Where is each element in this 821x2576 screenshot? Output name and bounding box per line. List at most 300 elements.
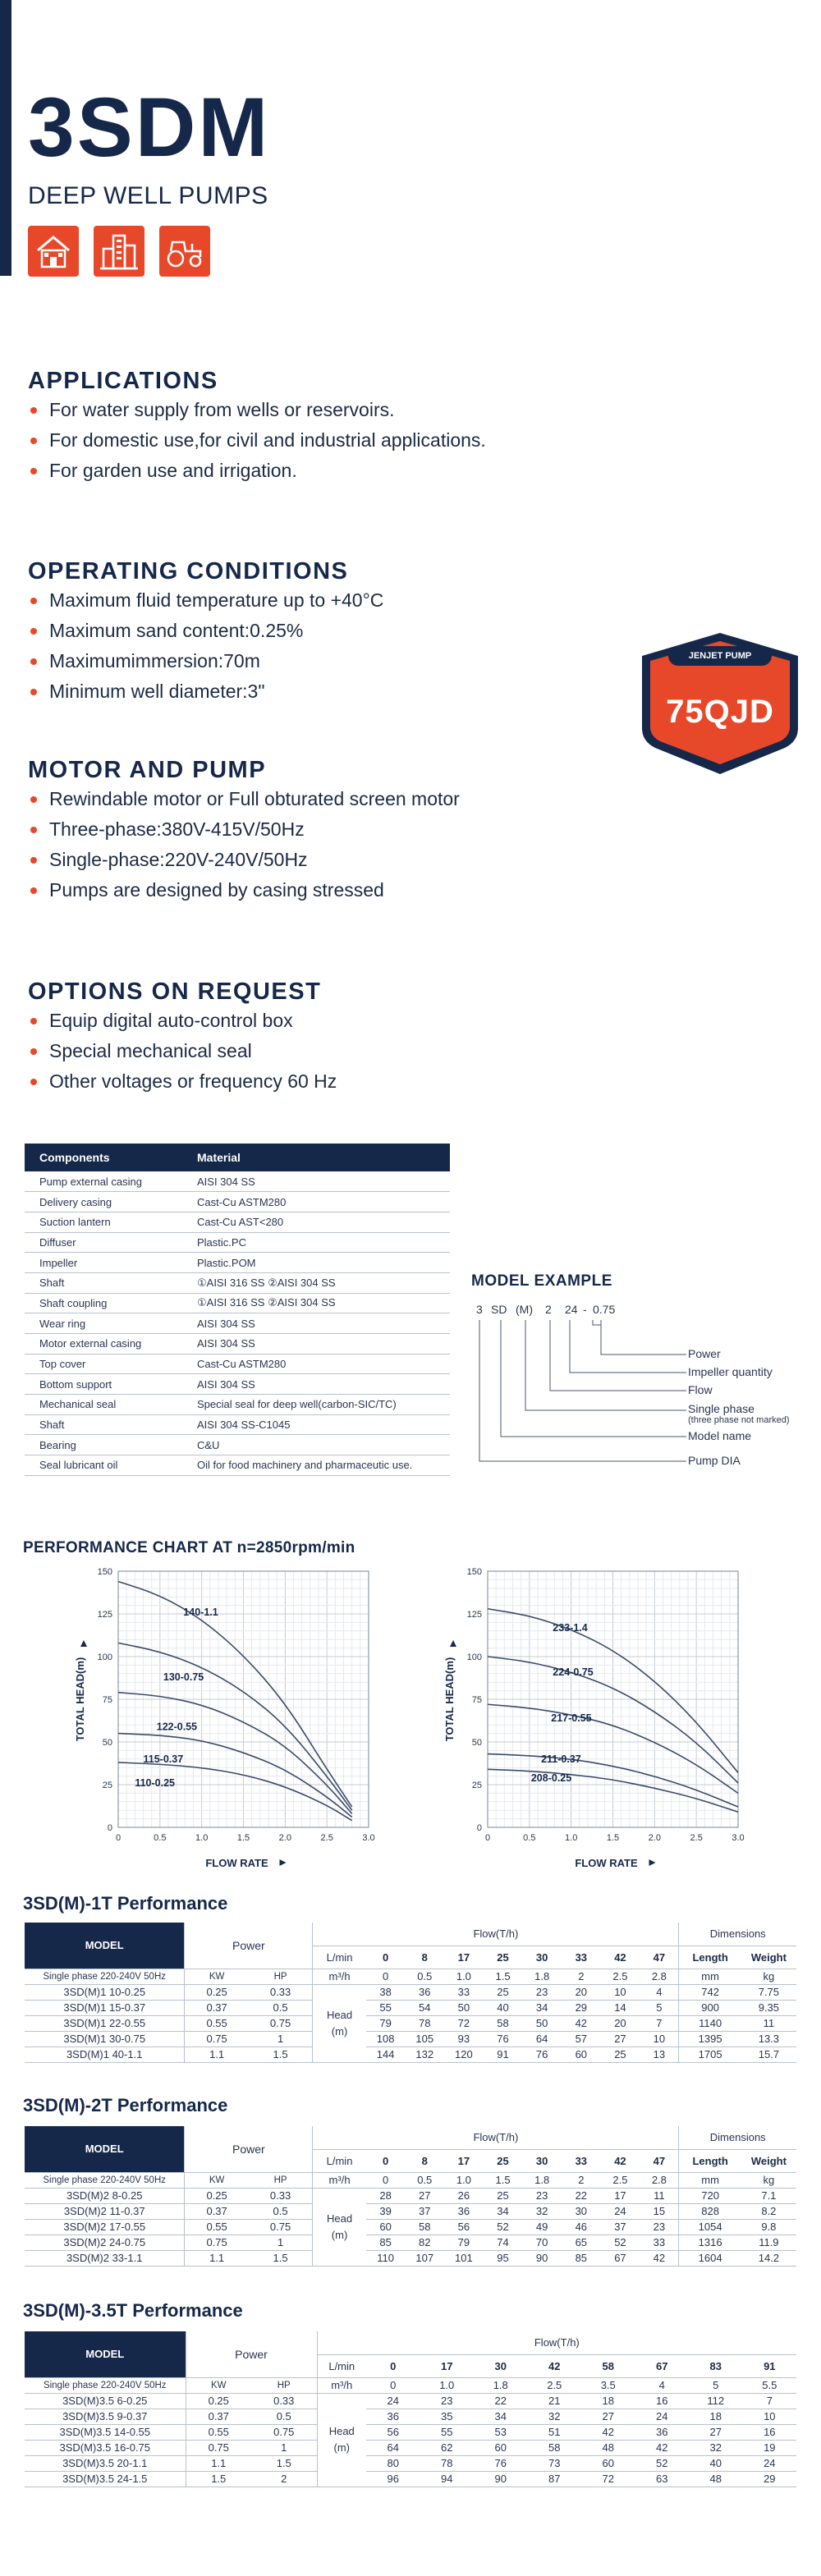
kw-cell: 0.25: [185, 2188, 249, 2203]
list-item: Equip digital auto-control box: [28, 1006, 337, 1036]
length-cell: 742: [679, 1984, 741, 2000]
model-cell: 3SD(M)2 8-0.25: [25, 2188, 185, 2203]
kw-cell: 1.1: [185, 2047, 249, 2062]
head-value: 34: [484, 2203, 523, 2219]
mm-label: mm: [679, 1969, 741, 1984]
y-tick-label: 0: [107, 1823, 112, 1833]
kw-cell: 0.37: [185, 2203, 249, 2219]
head-value: 23: [522, 2188, 562, 2203]
flow-header: Flow(T/h): [313, 1923, 679, 1946]
flow-lmin-value: 25: [484, 1946, 523, 1969]
head-value: 76: [474, 2455, 528, 2471]
head-value: 22: [562, 2188, 601, 2203]
kw-cell: 1.1: [186, 2455, 251, 2471]
hp-cell: 1.5: [251, 2455, 317, 2471]
header-accent-bar: [0, 0, 11, 276]
head-value: 112: [689, 2393, 743, 2409]
head-value: 35: [420, 2409, 475, 2424]
head-value: 96: [366, 2471, 420, 2487]
y-tick-label: 125: [97, 1610, 112, 1620]
y-tick-label: 150: [466, 1567, 482, 1577]
flow-lmin-value: 0: [366, 2354, 420, 2377]
flow-m3h-value: 1.0: [444, 1969, 484, 1984]
head-value: 60: [366, 2219, 406, 2235]
component-name: Wear ring: [25, 1313, 182, 1334]
model-code-phase: (M): [516, 1303, 533, 1316]
head-value: 18: [581, 2393, 635, 2409]
hp-cell: 0.5: [251, 2409, 317, 2424]
kg-label: kg: [741, 1969, 796, 1984]
model-header: MODEL: [25, 2331, 186, 2377]
flow-m3h-value: 1.8: [522, 2172, 562, 2188]
flow-lmin-value: 30: [474, 2354, 528, 2377]
table-row: [25, 2219, 796, 2235]
model-cell: 3SD(M)3.5 6-0.25: [25, 2393, 186, 2409]
kw-cell: 0.75: [186, 2440, 251, 2455]
motor-list: [28, 784, 460, 905]
component-name: Seal lubricant oil: [25, 1455, 182, 1476]
head-value: 52: [484, 2219, 523, 2235]
flow-lmin-value: 42: [601, 1946, 640, 1969]
house-icon: [28, 226, 79, 277]
model-cell: 3SD(M)3.5 9-0.37: [25, 2409, 186, 2424]
components-header: Components: [25, 1144, 182, 1171]
head-value: 13: [640, 2047, 679, 2062]
weight-cell: 13.3: [741, 2031, 796, 2047]
label-model-name: Model name: [688, 1429, 752, 1442]
flow-lmin-value: 30: [522, 1946, 562, 1969]
head-value: 50: [444, 2000, 484, 2015]
head-value: 120: [444, 2047, 484, 2062]
label-pump-dia: Pump DIA: [688, 1454, 741, 1467]
head-value: 32: [689, 2440, 743, 2455]
table-header-row: [25, 2126, 796, 2149]
model-cell: 3SD(M)3.5 24-1.5: [25, 2471, 186, 2487]
head-value: 51: [528, 2424, 582, 2440]
model-code-flow: 2: [545, 1303, 552, 1316]
table-row: [25, 1414, 450, 1435]
weight-cell: 7.1: [741, 2188, 796, 2203]
head-value: 72: [581, 2471, 635, 2487]
table-row: [25, 2188, 796, 2203]
head-value: 5: [640, 2000, 679, 2015]
head-value: 10: [640, 2031, 679, 2047]
table-row: [25, 1192, 450, 1212]
performance-chart-title: PERFORMANCE CHART AT n=2850rpm/min: [23, 1539, 355, 1556]
model-cell: 3SD(M)1 40-1.1: [25, 2047, 185, 2062]
weight-header: Weight: [741, 2149, 796, 2172]
flow-m3h-value: 2: [562, 1969, 601, 1984]
y-tick-label: 75: [102, 1695, 112, 1705]
table-row: [25, 2047, 796, 2062]
y-tick-label: 50: [102, 1738, 112, 1748]
x-tick-label: 2.5: [320, 1833, 333, 1843]
flow-header: Flow(T/h): [313, 2126, 679, 2149]
model-cell: 3SD(M)3.5 20-1.1: [25, 2455, 186, 2471]
list-item: Rewindable motor or Full obturated screen motor: [28, 784, 460, 814]
component-material: AISI 304 SS: [182, 1171, 450, 1192]
head-value: 7: [640, 2015, 679, 2031]
perf-table-2t-title: 3SD(M)-2T Performance: [23, 2095, 228, 2115]
model-example-title: MODEL EXAMPLE: [471, 1272, 612, 1290]
head-value: 24: [635, 2409, 690, 2424]
table-row: [25, 2203, 796, 2219]
table-units-row: [25, 1969, 796, 1984]
head-label-cell: [317, 2393, 366, 2487]
x-tick-label: 0: [484, 1833, 491, 1843]
flow-m3h-value: 1.8: [522, 1969, 562, 1984]
series-label: 208-0.25: [530, 1772, 572, 1784]
head-value: 87: [528, 2471, 582, 2487]
flow-lmin-value: 47: [640, 2149, 679, 2172]
component-name: Suction lantern: [25, 1212, 182, 1232]
model-cell: 3SD(M)2 33-1.1: [25, 2250, 185, 2266]
head-value: 42: [640, 2250, 679, 2266]
y-tick-label: 125: [466, 1610, 482, 1620]
mm-label: mm: [679, 2172, 741, 2188]
label-three-phase-note: (three phase not marked): [688, 1415, 790, 1425]
component-material: AISI 304 SS: [182, 1374, 450, 1395]
hp-label: HP: [251, 2377, 317, 2393]
series-label: 233-1.4: [553, 1621, 588, 1634]
weight-cell: 11: [741, 2015, 796, 2031]
list-item: Pumps are designed by casing stressed: [28, 875, 460, 905]
y-tick-label: 25: [102, 1781, 112, 1790]
kw-cell: 0.75: [185, 2031, 249, 2047]
length-cell: 1316: [679, 2235, 741, 2250]
x-tick-label: 1.0: [195, 1833, 209, 1843]
head-value: 27: [601, 2031, 640, 2047]
model-code-power: 0.75: [593, 1303, 616, 1316]
flow-lmin-value: 42: [528, 2354, 582, 2377]
table-row: [25, 1354, 450, 1374]
x-tick-label: 1.5: [606, 1833, 620, 1843]
length-header: Length: [679, 2149, 741, 2172]
flow-lmin-value: 8: [405, 2149, 444, 2172]
head-value: 82: [405, 2235, 444, 2250]
head-value: 56: [444, 2219, 484, 2235]
head-value: 36: [366, 2409, 420, 2424]
table-row: [25, 2015, 796, 2031]
y-axis-arrow-icon: [80, 1640, 87, 1647]
weight-cell: 9.35: [741, 2000, 796, 2015]
flow-m3h-value: 0: [366, 2172, 406, 2188]
dimensions-header: Dimensions: [679, 2126, 796, 2149]
head-value: 40: [689, 2455, 743, 2471]
head-value: 90: [522, 2250, 562, 2266]
series-label: 115-0.37: [143, 1753, 184, 1765]
component-name: Delivery casing: [25, 1192, 182, 1212]
flow-m3h-value: 2.8: [640, 2172, 679, 2188]
flow-m3h-value: 2.8: [640, 1969, 679, 1984]
flow-m3h-value: 1.0: [444, 2172, 484, 2188]
kg-label: kg: [741, 2172, 796, 2188]
list-item: Other voltages or frequency 60 Hz: [28, 1066, 337, 1097]
operating-heading: OPERATING CONDITIONS: [28, 558, 349, 584]
table-row: [25, 2000, 796, 2015]
x-tick-label: 1.0: [565, 1833, 578, 1843]
x-tick-label: 3.0: [732, 1833, 745, 1843]
head-value: 53: [474, 2424, 528, 2440]
model-cell: 3SD(M)2 24-0.75: [25, 2235, 185, 2250]
head-value: 10: [743, 2409, 797, 2424]
hp-cell: 1.5: [249, 2047, 313, 2062]
table-row: [25, 2393, 796, 2409]
list-item: Minimum well diameter:3": [28, 676, 383, 707]
head-value: 55: [366, 2000, 406, 2015]
phase-label: Single phase 220-240V 50Hz: [25, 2377, 186, 2393]
head-value: 11: [640, 2188, 679, 2203]
hp-label: HP: [249, 1969, 313, 1984]
head-value: 38: [366, 1984, 406, 2000]
table-header-row: [25, 2331, 796, 2354]
flow-m3h-value: 1.5: [484, 1969, 523, 1984]
x-axis-label: FLOW RATE: [205, 1857, 268, 1869]
component-material: AISI 304 SS: [182, 1313, 450, 1334]
head-value: 93: [444, 2031, 484, 2047]
y-axis-arrow-icon: [450, 1640, 456, 1647]
badge-model: 75QJD: [666, 694, 774, 730]
flow-lmin-value: 33: [562, 2149, 601, 2172]
series-label: 211-0.37: [541, 1753, 581, 1765]
list-item: For water supply from wells or reservoirs.: [28, 395, 486, 425]
power-header: Power: [185, 2126, 313, 2172]
kw-cell: 1.1: [185, 2250, 249, 2266]
length-cell: 1705: [679, 2047, 741, 2062]
weight-cell: 9.8: [741, 2219, 796, 2235]
head-value: 79: [366, 2015, 406, 2031]
flow-lmin-value: 0: [366, 2149, 406, 2172]
model-code-name: SD: [491, 1303, 507, 1316]
kw-label: KW: [185, 1969, 249, 1984]
head-value: 23: [420, 2393, 475, 2409]
head-value: 64: [522, 2031, 562, 2047]
head-value: 52: [601, 2235, 640, 2250]
length-header: Length: [679, 1946, 741, 1969]
head-label: Head: [327, 2212, 353, 2225]
head-value: 80: [366, 2455, 420, 2471]
head-value: 56: [366, 2424, 420, 2440]
head-value: 26: [444, 2188, 484, 2203]
head-value: 32: [528, 2409, 582, 2424]
head-value: 23: [522, 1984, 562, 2000]
material-header: Material: [182, 1144, 450, 1171]
weight-cell: 7.75: [741, 1984, 796, 2000]
table-row: [25, 1212, 450, 1232]
flow-m3h-value: 2.5: [528, 2377, 582, 2393]
model-cell: 3SD(M)1 15-0.37: [25, 2000, 185, 2015]
flow-m3h-value: 3.5: [581, 2377, 635, 2393]
head-value: 20: [562, 1984, 601, 2000]
head-value: 57: [562, 2031, 601, 2047]
y-tick-label: 0: [476, 1823, 482, 1833]
table-row: [25, 1253, 450, 1273]
head-value: 70: [522, 2235, 562, 2250]
head-value: 91: [484, 2047, 523, 2062]
flow-m3h-value: 0: [366, 2377, 420, 2393]
phase-label: Single phase 220-240V 50Hz: [25, 1969, 185, 1984]
length-cell: 1054: [679, 2219, 741, 2235]
perf-table-2t: [25, 2126, 796, 2267]
table-row: [25, 2031, 796, 2047]
table-row: [25, 2409, 796, 2424]
head-label-cell: [313, 1984, 366, 2062]
hp-cell: 1: [251, 2440, 317, 2455]
table-row: [25, 1395, 450, 1415]
series-label: 122-0.55: [156, 1721, 198, 1733]
head-value: 36: [635, 2424, 690, 2440]
head-value: 67: [601, 2250, 640, 2266]
head-label: Head: [327, 2008, 353, 2021]
component-name: Bearing: [25, 1435, 182, 1455]
head-value: 39: [366, 2203, 406, 2219]
component-name: Mechanical seal: [25, 1395, 182, 1415]
table-row: [25, 2250, 796, 2266]
head-value: 60: [562, 2047, 601, 2062]
head-value: 132: [405, 2047, 444, 2062]
flow-lmin-value: 0: [366, 1946, 406, 1969]
list-item: Three-phase:380V-415V/50Hz: [28, 814, 460, 845]
head-value: 22: [474, 2393, 528, 2409]
table-row: [25, 2424, 796, 2440]
hp-cell: 0.5: [249, 2000, 313, 2015]
component-material: Cast-Cu ASTM280: [182, 1192, 450, 1212]
flow-lmin-value: 33: [562, 1946, 601, 1969]
length-cell: 1140: [679, 2015, 741, 2031]
building-icon: [94, 226, 144, 277]
flow-lmin-value: 58: [581, 2354, 635, 2377]
dimensions-header: Dimensions: [679, 1923, 796, 1946]
product-badge: [635, 628, 805, 776]
component-name: Shaft: [25, 1414, 182, 1435]
component-material: Cast-Cu AST<280: [182, 1212, 450, 1232]
head-value: 48: [689, 2471, 743, 2487]
head-value: 24: [366, 2393, 420, 2409]
hp-cell: 1: [249, 2031, 313, 2047]
head-value: 52: [635, 2455, 690, 2471]
head-value: 29: [562, 2000, 601, 2015]
flow-m3h-value: 5: [689, 2377, 743, 2393]
list-item: Maximum sand content:0.25%: [28, 616, 383, 646]
kw-cell: 0.37: [186, 2409, 251, 2424]
model-cell: 3SD(M)2 17-0.55: [25, 2219, 185, 2235]
head-value: 79: [444, 2235, 484, 2250]
flow-lmin-value: 47: [640, 1946, 679, 1969]
head-value: 19: [743, 2440, 797, 2455]
table-row: [25, 1272, 450, 1293]
options-heading: OPTIONS ON REQUEST: [28, 979, 322, 1005]
y-tick-label: 25: [471, 1781, 482, 1790]
flow-m3h-value: 1.0: [420, 2377, 475, 2393]
model-cell: 3SD(M)1 30-0.75: [25, 2031, 185, 2047]
head-value: 24: [743, 2455, 797, 2471]
head-value: 21: [528, 2393, 582, 2409]
component-name: Impeller: [25, 1253, 182, 1273]
head-value: 30: [562, 2203, 601, 2219]
table-units-row: [25, 2172, 796, 2188]
head-value: 107: [405, 2250, 444, 2266]
weight-cell: 15.7: [741, 2047, 796, 2062]
head-label-cell: [313, 2188, 366, 2266]
page-subtitle: DEEP WELL PUMPS: [28, 182, 268, 209]
component-material: Cast-Cu ASTM280: [182, 1354, 450, 1374]
y-tick-label: 150: [97, 1567, 112, 1577]
flow-m3h-value: 1.8: [474, 2377, 528, 2393]
y-tick-label: 100: [97, 1652, 112, 1662]
head-value: 60: [581, 2455, 635, 2471]
model-cell: 3SD(M)3.5 16-0.75: [25, 2440, 186, 2455]
table-row: [25, 2235, 796, 2250]
label-impeller-quantity: Impeller quantity: [688, 1365, 773, 1378]
table-header-row: [25, 1923, 796, 1946]
head-value: 25: [484, 1984, 523, 2000]
series-label: 130-0.75: [163, 1671, 204, 1684]
model-code-dia: 3: [476, 1303, 483, 1316]
head-value: 36: [444, 2203, 484, 2219]
model-header: MODEL: [25, 2126, 185, 2172]
model-cell: 3SD(M)1 22-0.55: [25, 2015, 185, 2031]
y-tick-label: 75: [471, 1695, 482, 1705]
head-value: 27: [689, 2424, 743, 2440]
head-value: 17: [601, 2188, 640, 2203]
components-header-row: [25, 1144, 450, 1171]
component-name: Motor external casing: [25, 1334, 182, 1354]
head-value: 85: [366, 2235, 406, 2250]
model-header: MODEL: [25, 1923, 185, 1969]
length-cell: 900: [679, 2000, 741, 2015]
head-value: 14: [601, 2000, 640, 2015]
table-row: [25, 1374, 450, 1395]
x-tick-label: 1.5: [236, 1833, 250, 1843]
series-label: 110-0.25: [135, 1777, 176, 1790]
kw-cell: 0.25: [186, 2393, 251, 2409]
head-value: 110: [366, 2250, 406, 2266]
table-units-row: [25, 2377, 796, 2393]
head-value: 78: [420, 2455, 475, 2471]
table-row: [25, 1232, 450, 1253]
table-row: [25, 1313, 450, 1334]
head-value: 76: [484, 2031, 523, 2047]
head-value: 60: [474, 2440, 528, 2455]
head-value: 29: [743, 2471, 797, 2487]
y-tick-label: 50: [471, 1738, 482, 1748]
component-name: Bottom support: [25, 1374, 182, 1395]
component-name: Shaft: [25, 1272, 182, 1293]
head-value: 34: [474, 2409, 528, 2424]
head-value: 27: [405, 2188, 444, 2203]
length-cell: 1395: [679, 2031, 741, 2047]
page-title: 3SDM: [28, 80, 271, 174]
list-item: Maximum fluid temperature up to +40°C: [28, 585, 383, 616]
component-material: AISI 304 SS: [182, 1334, 450, 1354]
length-cell: 1604: [679, 2250, 741, 2266]
list-item: Single-phase:220V-240V/50Hz: [28, 845, 460, 875]
head-value: 101: [444, 2250, 484, 2266]
head-value: 28: [366, 2188, 406, 2203]
hp-label: HP: [249, 2172, 313, 2188]
head-label: Head: [328, 2425, 355, 2437]
applications-heading: APPLICATIONS: [28, 368, 218, 394]
label-single-phase: Single phase: [688, 1402, 754, 1415]
head-value: 24: [601, 2203, 640, 2219]
head-value: 4: [640, 1984, 679, 2000]
hp-cell: 0.75: [251, 2424, 317, 2440]
flow-m3h-value: 0: [366, 1969, 406, 1984]
head-value: 25: [601, 2047, 640, 2062]
head-value: 10: [601, 1984, 640, 2000]
head-value: 65: [562, 2235, 601, 2250]
length-cell: 828: [679, 2203, 741, 2219]
